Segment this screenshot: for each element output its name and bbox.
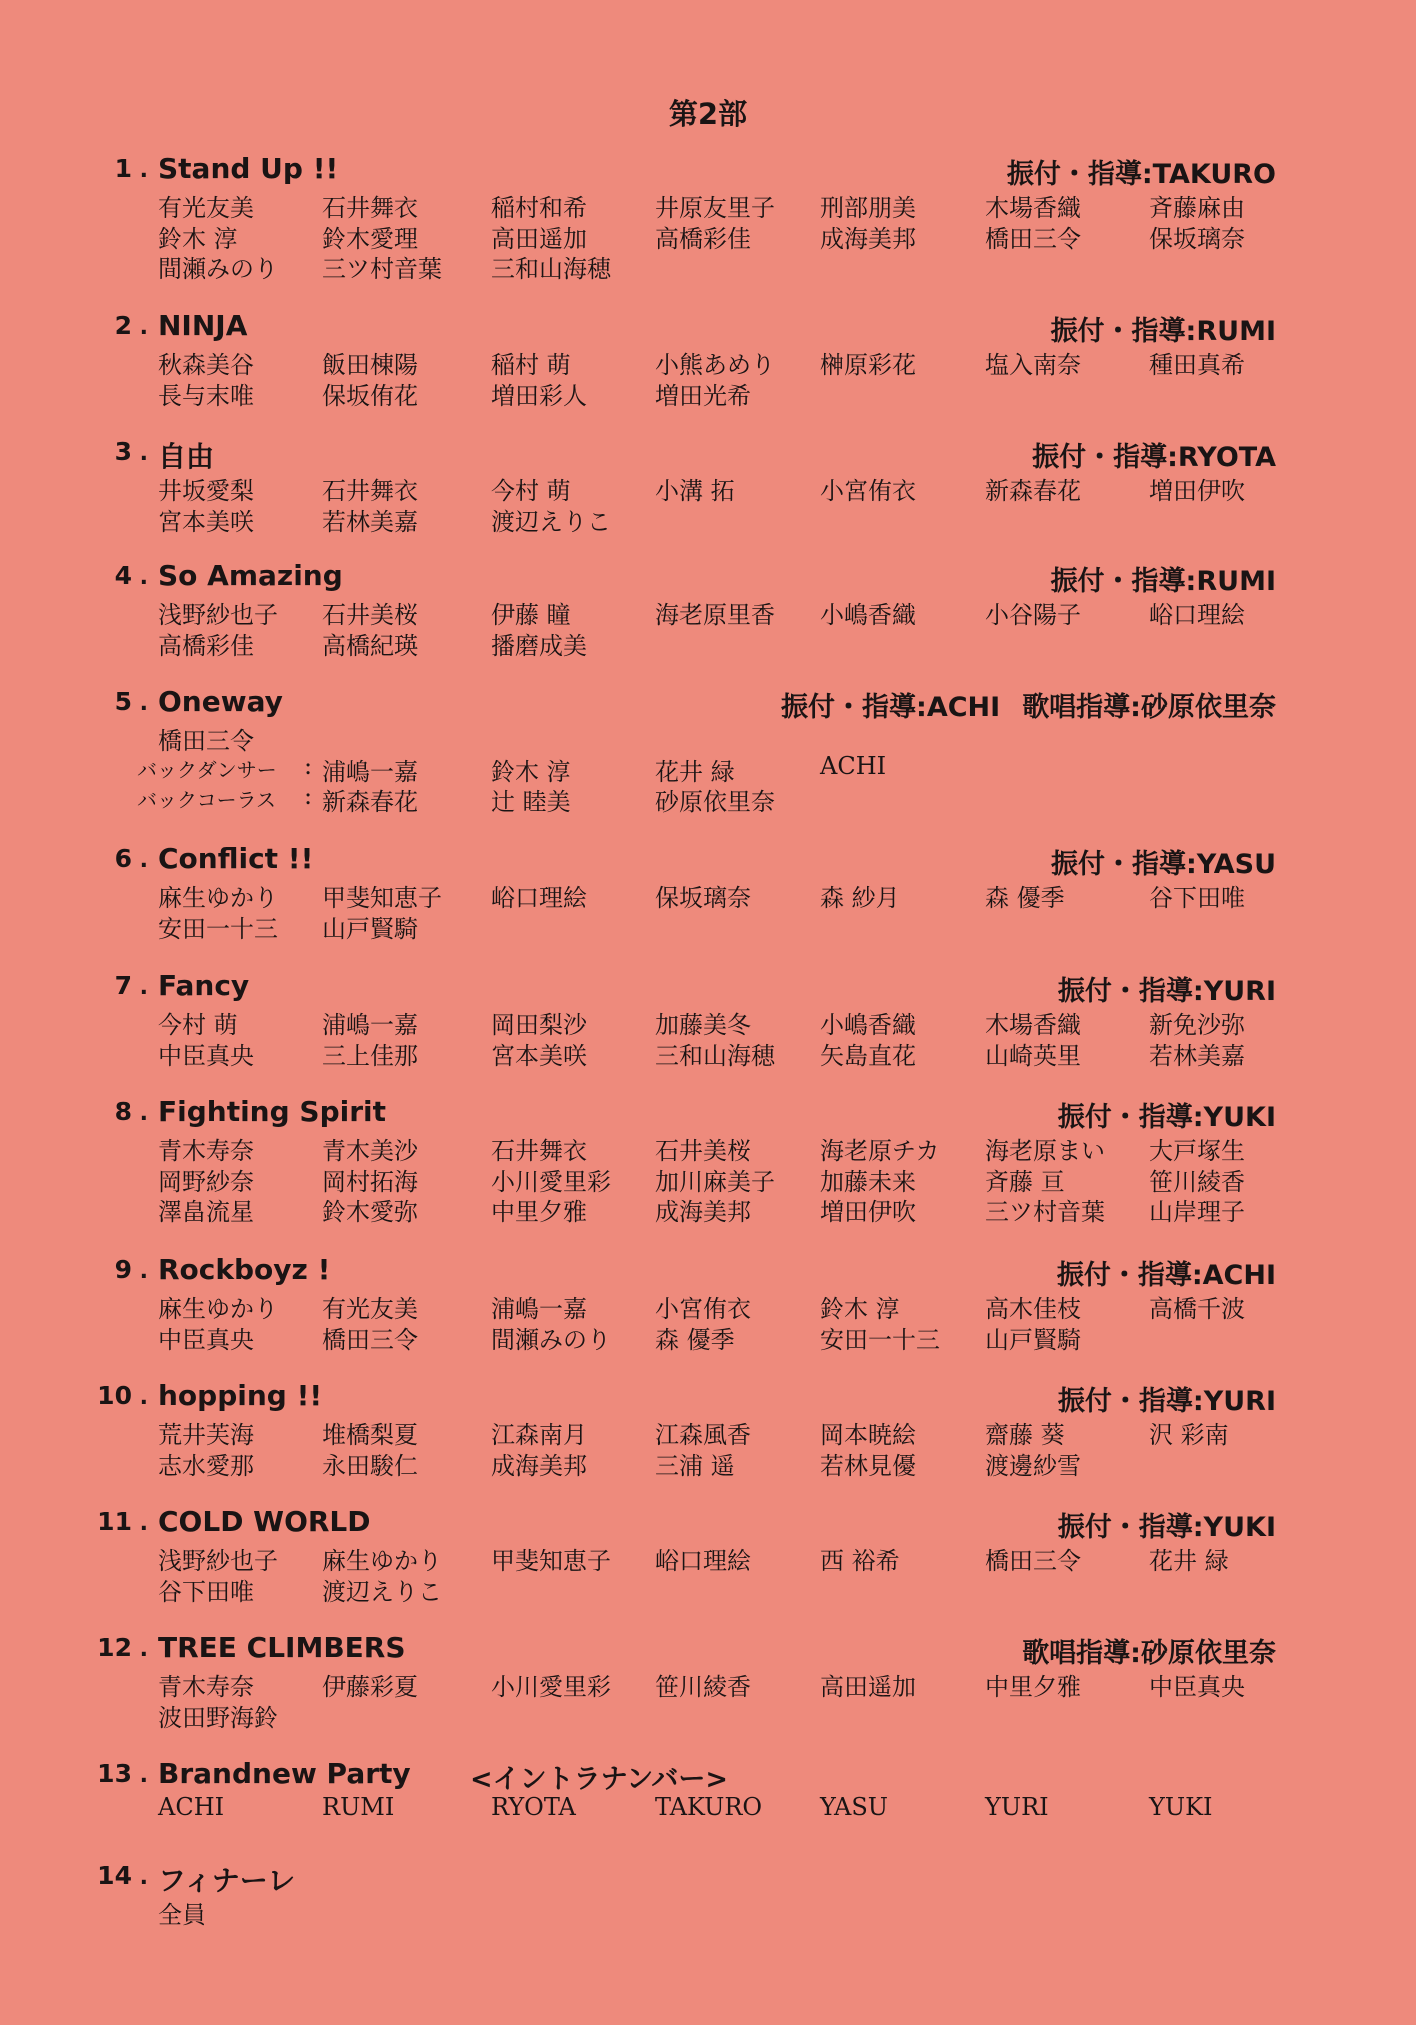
performer-name: 播磨成美	[491, 631, 587, 660]
performer-name: 安田一十三	[158, 914, 278, 943]
song-number-dot: .	[131, 848, 148, 873]
performer-name: 中里夕雅	[491, 1198, 587, 1226]
song-credit	[1058, 1505, 1276, 1544]
performer-name: 小川愛里彩	[491, 1167, 611, 1196]
performer-name: RUMI	[322, 1793, 395, 1821]
performer-name: 橋田三令	[158, 727, 254, 755]
performer-name: 小溝 拓	[655, 477, 735, 505]
performer-name: 若林美嘉	[1149, 1041, 1245, 1070]
performer-row	[0, 1667, 1416, 1701]
song-credit	[1051, 842, 1276, 881]
performer-row	[0, 1289, 1416, 1323]
performer-name: 甲斐知恵子	[322, 884, 442, 912]
song-section	[0, 1755, 1416, 1824]
performer-name: 宮本美咲	[491, 1041, 587, 1070]
choreography-credit: 振付・指導:YUKI	[1057, 1512, 1276, 1543]
performer-name: 三上佳那	[322, 1041, 418, 1070]
role-label-text: バックコーラス	[137, 788, 276, 812]
song-title: COLD WORLD	[158, 1505, 371, 1538]
performer-name: 笹川綾香	[1149, 1167, 1245, 1196]
performer-name: 木場香織	[985, 1011, 1081, 1039]
song-section	[0, 307, 1416, 410]
performer-name: YASU	[820, 1793, 888, 1821]
performer-name: 江森風香	[655, 1421, 751, 1449]
performer-name: 峪口理絵	[491, 884, 587, 912]
song-number	[96, 1097, 148, 1126]
song-credit	[1058, 1379, 1276, 1418]
performer-name: 新森春花	[985, 477, 1081, 505]
performer-name: 鈴木 淳	[491, 757, 571, 786]
choreography-credit: 振付・指導:RUMI	[1050, 566, 1276, 597]
performer-row	[0, 595, 1416, 629]
song-number	[96, 311, 148, 340]
choreography-credit: 振付・指導:YASU	[1050, 849, 1276, 880]
song-number-value: 5	[114, 687, 132, 716]
performer-name: 飯田棟陽	[322, 351, 418, 379]
performer-name: 三ツ村音葉	[985, 1198, 1105, 1226]
performer-name: 高橋彩佳	[158, 631, 254, 660]
song-credit	[1007, 152, 1276, 191]
performer-name: 荒井芙海	[158, 1421, 254, 1449]
performer-row	[0, 345, 1416, 379]
role-label	[137, 784, 315, 813]
performer-name: 成海美邦	[491, 1451, 587, 1480]
song-number	[96, 1381, 148, 1410]
performer-name: 若林見優	[820, 1451, 916, 1480]
performer-name: 加藤美冬	[655, 1011, 751, 1039]
performer-name: 増田伊吹	[820, 1198, 916, 1226]
song-number-value: 6	[114, 844, 132, 873]
performer-name: 伊藤彩夏	[322, 1673, 418, 1701]
song-header	[0, 557, 1416, 595]
song-header	[0, 1755, 1416, 1793]
performer-name: 浦嶋一嘉	[322, 1011, 418, 1039]
performer-name: 鈴木愛理	[322, 224, 418, 253]
song-title: TREE CLIMBERS	[158, 1631, 406, 1664]
performer-name: 鈴木 淳	[158, 224, 238, 253]
song-section	[0, 1857, 1416, 1929]
performer-name: 間瀬みのり	[158, 255, 278, 283]
performer-name: 中臣真央	[158, 1041, 254, 1070]
performer-name: 橋田三令	[322, 1325, 418, 1354]
performer-name: 江森南月	[491, 1421, 587, 1449]
song-section	[0, 1503, 1416, 1606]
performer-name: 高田遥加	[491, 224, 587, 253]
choreography-credit: 振付・指導:ACHI	[781, 692, 1001, 723]
performer-row	[0, 1036, 1416, 1070]
performer-name: 笹川綾香	[655, 1673, 751, 1701]
song-header	[0, 683, 1416, 721]
song-number-value: 10	[97, 1381, 132, 1410]
performer-row	[0, 1572, 1416, 1606]
performer-name: 木場香織	[985, 194, 1081, 222]
performer-name: 辻 睦美	[491, 788, 571, 816]
performer-name: 石井舞衣	[322, 194, 418, 222]
performer-name: 稲村 萌	[491, 351, 571, 379]
performer-name: 花井 緑	[1149, 1547, 1229, 1575]
song-section	[0, 840, 1416, 943]
performer-name: 渡邊紗雪	[985, 1451, 1081, 1480]
performer-name: 海老原まい	[985, 1137, 1105, 1165]
labeled-performer-row	[0, 782, 1416, 816]
performer-name: 矢島直花	[820, 1041, 916, 1070]
performer-row	[0, 1162, 1416, 1196]
song-number-dot: .	[131, 1259, 148, 1284]
song-number-dot: .	[131, 1763, 148, 1788]
song-header	[0, 1629, 1416, 1667]
song-section	[0, 433, 1416, 536]
performer-name: 谷下田唯	[158, 1577, 254, 1606]
performer-name: 砂原依里奈	[655, 788, 775, 816]
song-number-value: 1	[114, 154, 132, 183]
performer-name: 井坂愛梨	[158, 477, 254, 505]
performer-name: 榊原彩花	[820, 351, 916, 379]
song-section	[0, 1093, 1416, 1226]
performer-name: 海老原チカ	[820, 1137, 940, 1165]
song-section	[0, 1629, 1416, 1732]
song-title: Stand Up !!	[158, 152, 339, 185]
song-header	[0, 1093, 1416, 1131]
performer-name: 沢 彩南	[1149, 1421, 1229, 1449]
performer-name: 谷下田唯	[1149, 884, 1245, 912]
song-title: Fancy	[158, 969, 250, 1002]
song-credit	[781, 685, 1276, 724]
song-section	[0, 683, 1416, 816]
song-header	[0, 840, 1416, 878]
performer-name: 加藤未来	[820, 1167, 916, 1196]
performer-row	[0, 219, 1416, 253]
song-number	[96, 1507, 148, 1536]
performer-name: 山戸賢騎	[985, 1325, 1081, 1354]
song-number-value: 13	[97, 1759, 132, 1788]
performer-name: 渡辺えりこ	[491, 507, 611, 536]
song-header	[0, 1251, 1416, 1289]
performer-name: 西 裕希	[820, 1547, 900, 1575]
song-header	[0, 1377, 1416, 1415]
performer-name: 波田野海鈴	[158, 1703, 278, 1732]
song-title: Fighting Spirit	[158, 1095, 387, 1128]
performer-name: 今村 萌	[491, 477, 571, 505]
performer-name: 全員	[158, 1901, 206, 1929]
performer-row	[0, 878, 1416, 912]
song-number	[96, 971, 148, 1000]
performer-name: 森 優季	[985, 884, 1065, 912]
page-title: 第2部	[668, 97, 748, 131]
performer-name: 秋森美谷	[158, 351, 254, 379]
performer-name: 成海美邦	[820, 224, 916, 253]
song-header	[0, 1857, 1416, 1895]
song-number-value: 4	[114, 561, 132, 590]
song-number-value: 2	[114, 311, 132, 340]
song-credit	[1051, 559, 1276, 598]
choreography-credit: 振付・指導:RYOTA	[1032, 442, 1276, 473]
performer-row	[0, 1131, 1416, 1165]
song-title: So Amazing	[158, 559, 343, 592]
labeled-performer-row	[0, 751, 1416, 786]
performer-name: 山岸理子	[1149, 1198, 1245, 1226]
performer-name: 井原友里子	[655, 194, 775, 222]
song-section	[0, 1251, 1416, 1354]
song-number	[96, 687, 148, 716]
performer-name: 橋田三令	[985, 224, 1081, 253]
song-title: NINJA	[158, 309, 248, 342]
performer-name: TAKURO	[655, 1793, 763, 1821]
performer-name: 三ツ村音葉	[322, 255, 442, 283]
vocal-credit: 歌唱指導:砂原依里奈	[1022, 692, 1276, 723]
performer-name: 中里夕雅	[985, 1673, 1081, 1701]
performer-name: 有光友美	[322, 1295, 418, 1323]
performer-name: 小熊あめり	[655, 351, 775, 379]
performer-name: 宮本美咲	[158, 507, 254, 536]
performer-row	[0, 249, 1416, 283]
performer-name: 三浦 遥	[655, 1451, 735, 1480]
performer-name: 麻生ゆかり	[322, 1547, 442, 1575]
song-number-value: 3	[114, 437, 132, 466]
song-number-dot: .	[131, 1385, 148, 1410]
performer-name: YUKI	[1149, 1793, 1213, 1821]
performer-row	[0, 1541, 1416, 1575]
choreography-credit: 振付・指導:TAKURO	[1006, 159, 1276, 190]
performer-name: 今村 萌	[158, 1011, 238, 1039]
song-section	[0, 1377, 1416, 1480]
performer-name: 新免沙弥	[1149, 1011, 1245, 1039]
performer-row	[0, 1192, 1416, 1226]
song-number-dot: .	[131, 1865, 148, 1890]
performer-name: YURI	[985, 1793, 1049, 1821]
performer-name: 海老原里香	[655, 601, 775, 629]
song-number	[96, 437, 148, 466]
performer-name: 斉藤麻由	[1149, 194, 1245, 222]
performer-name: 小谷陽子	[985, 601, 1081, 629]
performer-name: 加川麻美子	[655, 1167, 775, 1196]
song-number-value: 11	[97, 1507, 132, 1536]
performer-row	[0, 1415, 1416, 1449]
song-number	[96, 1861, 148, 1890]
performer-name: 高橋千波	[1149, 1295, 1245, 1323]
role-label-text: バックダンサー	[137, 757, 277, 782]
performer-name: 志水愛那	[158, 1451, 254, 1480]
performer-row	[0, 1320, 1416, 1354]
song-title: Rockboyz !	[158, 1253, 331, 1286]
role-label-separator: :	[304, 751, 313, 780]
performer-name: 大戸塚生	[1149, 1137, 1245, 1165]
song-credit	[1022, 1631, 1276, 1670]
song-number	[96, 154, 148, 183]
performer-name: 石井舞衣	[491, 1137, 587, 1165]
performer-name: 保坂璃奈	[655, 884, 751, 912]
song-credit	[1051, 309, 1276, 348]
performer-name: 峪口理絵	[1149, 601, 1245, 629]
song-header	[0, 307, 1416, 345]
performer-name: 高木佳枝	[985, 1295, 1081, 1323]
performer-row	[0, 1895, 1416, 1929]
song-title: フィナーレ	[158, 1864, 296, 1897]
performer-row	[0, 1793, 1416, 1824]
performer-name: 三和山海穂	[491, 255, 611, 283]
performer-row	[0, 188, 1416, 222]
song-number-value: 7	[114, 971, 132, 1000]
song-number-dot: .	[131, 315, 148, 340]
song-title: 自由	[158, 440, 215, 473]
song-number	[96, 1255, 148, 1284]
song-header	[0, 1503, 1416, 1541]
song-section	[0, 967, 1416, 1070]
performer-name: 中臣真央	[1149, 1673, 1245, 1701]
role-label-separator: :	[304, 782, 313, 810]
song-number	[96, 1759, 148, 1788]
performer-name: 鈴木 淳	[820, 1295, 900, 1323]
performer-name: 峪口理絵	[655, 1547, 751, 1575]
song-title: hopping !!	[158, 1379, 323, 1412]
song-credit	[1032, 435, 1276, 474]
song-header	[0, 150, 1416, 188]
performer-name: 鈴木愛弥	[322, 1198, 418, 1226]
song-number	[96, 844, 148, 873]
performer-name: 渡辺えりこ	[322, 1577, 442, 1606]
song-credit	[1058, 1095, 1276, 1134]
song-number-dot: .	[131, 691, 148, 716]
performer-name: 橋田三令	[985, 1547, 1081, 1575]
performer-name: 三和山海穂	[655, 1041, 775, 1070]
performer-name: 塩入南奈	[985, 351, 1081, 379]
song-title: Oneway	[158, 685, 283, 718]
performer-name: 新森春花	[322, 788, 418, 816]
performer-name: 浅野紗也子	[158, 1547, 278, 1575]
performer-name: 森 紗月	[820, 884, 900, 912]
performer-name: 小嶋香織	[820, 601, 916, 629]
choreography-credit: 歌唱指導:砂原依里奈	[1022, 1638, 1276, 1669]
performer-name: 山崎英里	[985, 1041, 1081, 1070]
song-number	[96, 1633, 148, 1662]
performer-row	[0, 1446, 1416, 1480]
performer-name: 石井美桜	[655, 1137, 751, 1165]
performer-row	[0, 471, 1416, 505]
performer-name: 増田伊吹	[1149, 477, 1245, 505]
song-number-dot: .	[131, 441, 148, 466]
performer-name: 浅野紗也子	[158, 601, 278, 629]
performer-name: 森 優季	[655, 1325, 735, 1354]
choreography-credit: 振付・指導:YURI	[1057, 976, 1276, 1007]
song-title: Conflict !!	[158, 842, 314, 875]
song-number-dot: .	[131, 1637, 148, 1662]
performer-name: 甲斐知恵子	[491, 1547, 611, 1575]
performer-row	[0, 1698, 1416, 1732]
performer-name: 小宮侑衣	[655, 1295, 751, 1323]
performer-name: 若林美嘉	[322, 507, 418, 536]
performer-name: 増田光希	[655, 381, 751, 410]
performer-name: 澤畠流星	[158, 1198, 254, 1226]
song-number-value: 12	[97, 1633, 132, 1662]
performer-name: 岡村拓海	[322, 1167, 418, 1196]
performer-row	[0, 626, 1416, 660]
performer-name: 岡野紗奈	[158, 1167, 254, 1196]
performer-name: 青木美沙	[322, 1137, 418, 1165]
performer-name: 堆橋梨夏	[322, 1421, 418, 1449]
performer-name: ACHI	[158, 1793, 225, 1821]
performer-name: 小嶋香織	[820, 1011, 916, 1039]
performer-name: 青木寿奈	[158, 1673, 254, 1701]
song-number-dot: .	[131, 158, 148, 183]
performer-name: 小宮侑衣	[820, 477, 916, 505]
performer-name: 石井美桜	[322, 601, 418, 629]
performer-name: 中臣真央	[158, 1325, 254, 1354]
performer-name: 永田駿仁	[322, 1451, 418, 1480]
performer-name: 岡田梨沙	[491, 1011, 587, 1039]
performer-name: 花井 緑	[655, 757, 735, 786]
choreography-credit: 振付・指導:YUKI	[1057, 1102, 1276, 1133]
performer-name: 岡本暁絵	[820, 1421, 916, 1449]
performer-name: 間瀬みのり	[491, 1325, 611, 1354]
song-header	[0, 433, 1416, 471]
performer-name: 高橋彩佳	[655, 224, 751, 253]
performer-name: 稲村和希	[491, 194, 587, 222]
performer-name: 保坂侑花	[322, 381, 418, 410]
performer-row	[0, 1005, 1416, 1039]
performer-row	[0, 376, 1416, 410]
song-number	[96, 561, 148, 590]
song-number-value: 8	[114, 1097, 132, 1126]
performer-name: 種田真希	[1149, 351, 1245, 379]
song-section	[0, 150, 1416, 283]
song-number-dot: .	[131, 1511, 148, 1536]
performer-name: 伊藤 瞳	[491, 601, 571, 629]
performer-name: 浦嶋一嘉	[322, 757, 418, 786]
choreography-credit: 振付・指導:YURI	[1057, 1386, 1276, 1417]
performer-name: 麻生ゆかり	[158, 1295, 278, 1323]
performer-name: 高田遥加	[820, 1673, 916, 1701]
performer-name: 斉藤 亘	[985, 1167, 1065, 1196]
song-number-value: 9	[114, 1255, 132, 1284]
song-number-dot: .	[131, 565, 148, 590]
performer-name: RYOTA	[491, 1793, 576, 1821]
role-label	[137, 751, 315, 783]
performer-name: 有光友美	[158, 194, 254, 222]
performer-row	[0, 909, 1416, 943]
song-number-value: 14	[97, 1861, 132, 1890]
performer-name: 長与末唯	[158, 381, 254, 410]
performer-name: 青木寿奈	[158, 1137, 254, 1165]
performer-name: 石井舞衣	[322, 477, 418, 505]
song-title: Brandnew Party	[158, 1757, 411, 1790]
performer-row	[0, 502, 1416, 536]
performer-name: 齋藤 葵	[985, 1421, 1065, 1449]
performer-name: 高橋紀瑛	[322, 631, 418, 660]
song-section	[0, 557, 1416, 660]
performer-name: 成海美邦	[655, 1198, 751, 1226]
performer-name: 保坂璃奈	[1149, 224, 1245, 253]
performer-name: ACHI	[820, 751, 887, 780]
performer-name: 麻生ゆかり	[158, 884, 278, 912]
song-number-dot: .	[131, 975, 148, 1000]
performer-name: 増田彩人	[491, 381, 587, 410]
performer-name: 刑部朋美	[820, 194, 916, 222]
song-header	[0, 967, 1416, 1005]
performer-name: 山戸賢騎	[322, 914, 418, 943]
song-number-dot: .	[131, 1101, 148, 1126]
song-subtitle: <イントラナンバー>	[470, 1764, 729, 1795]
choreography-credit: 振付・指導:ACHI	[1056, 1260, 1276, 1291]
song-credit	[1057, 1253, 1276, 1292]
performer-name: 浦嶋一嘉	[491, 1295, 587, 1323]
song-credit	[1058, 969, 1276, 1008]
performer-name: 安田一十三	[820, 1325, 940, 1354]
performer-row	[0, 721, 1416, 755]
choreography-credit: 振付・指導:RUMI	[1050, 316, 1276, 347]
performer-name: 小川愛里彩	[491, 1673, 611, 1701]
